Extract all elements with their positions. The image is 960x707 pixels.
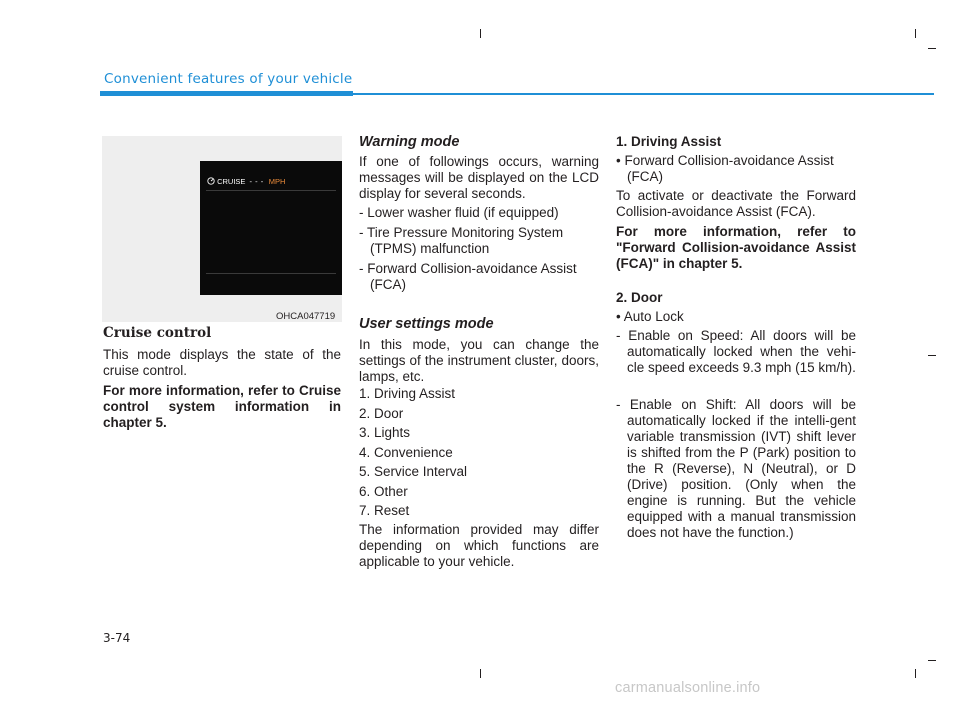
figure-caption: OHCA047719 xyxy=(276,311,336,322)
warning-item: - Forward Collision-avoidance Assist (FCA) xyxy=(359,261,577,292)
page-number: 3-74 xyxy=(103,631,131,645)
crop-mark xyxy=(928,660,936,661)
user-settings-item: 4. Convenience xyxy=(359,445,453,460)
user-settings-item: 7. Reset xyxy=(359,503,410,518)
lcd-cruise-readout xyxy=(207,177,285,186)
cruise-control-note: For more information, refer to Cruise control system information in chapter 5. xyxy=(103,383,341,430)
lcd-speed-dashes: - - - xyxy=(249,177,264,186)
driving-assist-heading: 1. Driving Assist xyxy=(616,134,722,149)
crop-mark xyxy=(928,48,936,49)
warning-item: - Lower washer fluid (if equipped) xyxy=(359,205,559,220)
crop-mark xyxy=(915,669,916,678)
watermark: carmanualsonline.info xyxy=(615,680,761,696)
cluster-figure xyxy=(102,136,342,322)
cruise-control-body: This mode displays the state of the cruise control. xyxy=(103,347,341,378)
door-bullet: • Auto Lock xyxy=(616,309,684,324)
lcd-display xyxy=(200,161,342,295)
driving-assist-body: To activate or deactivate the Forward Collision-avoidance Assist (FCA). xyxy=(616,188,856,219)
user-settings-item: 2. Door xyxy=(359,406,404,421)
user-settings-item: 6. Other xyxy=(359,484,408,499)
warning-mode-heading: Warning mode xyxy=(359,134,460,150)
cruise-speedometer-icon xyxy=(207,177,215,185)
user-settings-item: 3. Lights xyxy=(359,425,411,440)
warning-mode-body: If one of followings occurs, warning messages will be displayed on the LCD display for several seconds. xyxy=(359,154,599,201)
driving-assist-note: For more information, refer to "Forward Collision-avoidance Assist (FCA)" in chapter 5. xyxy=(616,224,856,271)
header-rule-thin xyxy=(353,93,934,95)
cruise-control-heading: Cruise control xyxy=(103,325,212,341)
driving-assist-bullet: • Forward Collision-avoidance Assist (FCA) xyxy=(616,153,834,184)
crop-mark xyxy=(480,669,481,678)
user-settings-footer: The information provided may differ depending on which functions are applicable to your vehicle. xyxy=(359,522,599,569)
lcd-screen xyxy=(200,161,342,295)
door-heading: 2. Door xyxy=(616,290,663,305)
crop-mark xyxy=(928,355,936,356)
warning-item: - Tire Pressure Monitoring System (TPMS) malfunction xyxy=(359,225,564,256)
header-rule-thick xyxy=(100,91,353,96)
door-item: - Enable on Speed: All doors will be automatically locked when the vehi-cle speed exceeds 9.3 mph (15 km/h). xyxy=(616,328,856,375)
lcd-cruise-label: CRUISE xyxy=(217,177,246,186)
door-item: - Enable on Shift: All doors will be automatically locked if the intelli-gent variable transmission (IVT) shift lever is shifted from the P (Park) position to the R (Reverse), N (Neutral), or D (Drive) position. (Only when the engine is running. But the vehicle equipped with a manual transmission does not have the function.) xyxy=(616,397,856,540)
lcd-speed-unit: MPH xyxy=(268,177,286,186)
user-settings-heading: User settings mode xyxy=(359,316,494,332)
user-settings-body: In this mode, you can change the settings of the instrument cluster, doors, lamps, etc. xyxy=(359,337,599,384)
user-settings-item: 5. Service Interval xyxy=(359,464,468,479)
section-title: Convenient features of your vehicle xyxy=(104,71,353,87)
user-settings-item: 1. Driving Assist xyxy=(359,386,456,401)
lcd-divider xyxy=(206,190,336,191)
header-rule xyxy=(100,91,934,95)
lcd-divider xyxy=(206,273,336,274)
crop-mark xyxy=(480,29,481,38)
crop-mark xyxy=(915,29,916,38)
